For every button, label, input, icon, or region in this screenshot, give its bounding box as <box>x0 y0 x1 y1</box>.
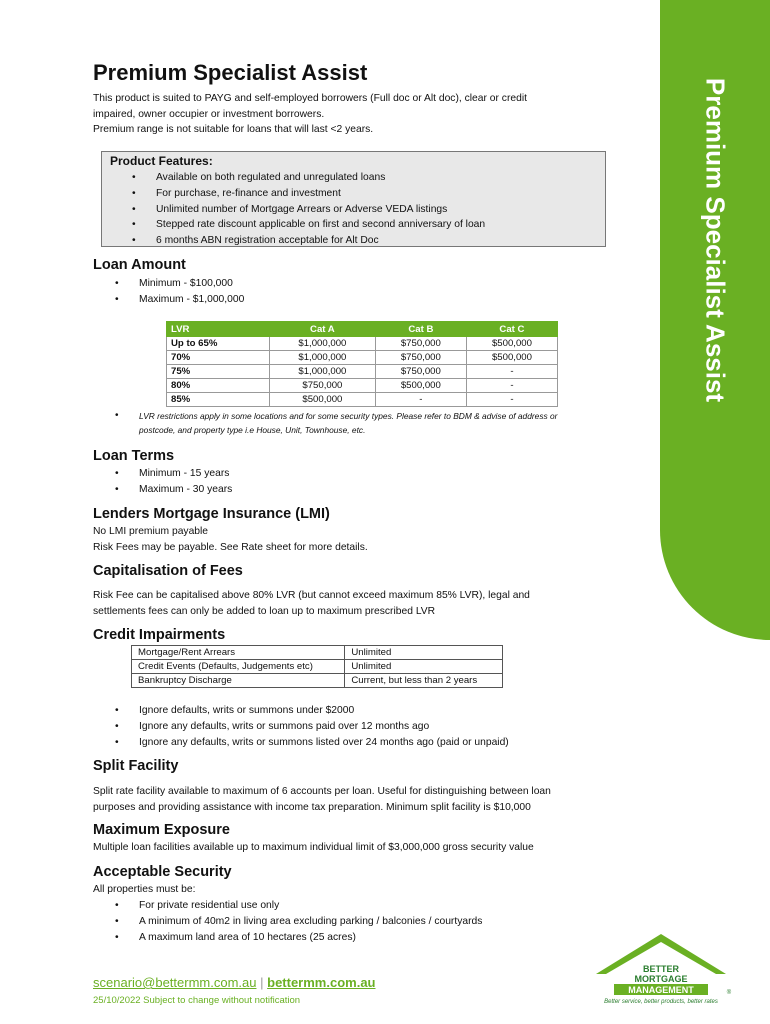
feature-item: • 6 months ABN registration acceptable for Alt Doc <box>156 233 597 249</box>
table-row <box>167 351 558 365</box>
lvr-table <box>166 321 558 407</box>
cat-b-header: Cat B <box>375 322 466 337</box>
lvr-note <box>139 409 619 437</box>
table-row <box>132 674 503 688</box>
table-row <box>132 646 503 660</box>
logo-reg: ® <box>726 990 732 996</box>
list-item: • A minimum of 40m2 in living area excluding parking / balconies / courtyards <box>139 914 482 930</box>
table-cell: $1,000,000 <box>269 365 375 379</box>
email-link[interactable]: scenario@bettermm.com.au <box>93 975 257 990</box>
loan-amount-list <box>139 276 244 308</box>
table-cell: Credit Events (Defaults, Judgements etc) <box>132 660 345 674</box>
text-line: Split rate facility available to maximum of 6 accounts per loan. Useful for distinguishing between loan <box>93 786 551 797</box>
feature-item: • Stepped rate discount applicable on first and second anniversary of loan <box>156 217 597 233</box>
company-logo <box>592 930 734 1006</box>
table-cell: $750,000 <box>375 337 466 351</box>
logo-line1: BETTER <box>643 964 679 974</box>
feature-item: • Unlimited number of Mortgage Arrears or Adverse VEDA listings <box>156 202 597 218</box>
table-cell: $500,000 <box>375 379 466 393</box>
credit-table <box>131 645 503 688</box>
cat-c-header: Cat C <box>466 322 557 337</box>
intro-line: impaired, owner occupier or investment borrowers. <box>93 108 325 120</box>
logo-line3: MANAGEMENT <box>628 985 694 995</box>
table-cell: - <box>466 365 557 379</box>
table-cell: Unlimited <box>345 660 503 674</box>
note-line: postcode, and property type i.e House, Unit, Townhouse, etc. <box>139 425 366 435</box>
capitalisation-text <box>93 588 530 619</box>
table-cell: 70% <box>167 351 270 365</box>
footer-date-note: 25/10/2022 Subject to change without notification <box>93 995 301 1006</box>
split-heading: Split Facility <box>93 758 179 774</box>
side-title: Premium Specialist Assist <box>700 77 731 403</box>
intro-line: This product is suited to PAYG and self-employed borrowers (Full doc or Alt doc), clear or credit <box>93 93 527 104</box>
table-cell: $500,000 <box>466 351 557 365</box>
table-cell: $750,000 <box>375 365 466 379</box>
logo-tagline: Better service, better products, better rates <box>604 999 718 1005</box>
table-cell: $750,000 <box>269 379 375 393</box>
feature-item: • For purchase, re-finance and investment <box>156 186 597 202</box>
list-item: • For private residential use only <box>139 898 482 914</box>
table-cell: 85% <box>167 393 270 407</box>
split-text <box>93 784 551 815</box>
logo-line2: MORTGAGE <box>634 974 688 984</box>
product-features-box <box>101 151 606 247</box>
security-heading: Acceptable Security <box>93 864 232 880</box>
table-row <box>167 337 558 351</box>
table-cell: $750,000 <box>375 351 466 365</box>
text-line: settlements fees can only be added to loan up to maximum prescribed LVR <box>93 605 436 617</box>
security-list <box>139 898 482 945</box>
exposure-heading: Maximum Exposure <box>93 822 230 838</box>
table-cell: - <box>375 393 466 407</box>
table-cell: $500,000 <box>466 337 557 351</box>
list-item: • Ignore any defaults, writs or summons paid over 12 months ago <box>139 719 509 735</box>
table-cell: Bankruptcy Discharge <box>132 674 345 688</box>
intro-line: Premium range is not suitable for loans that will last <2 years. <box>93 124 374 135</box>
table-row <box>167 393 558 407</box>
lmi-text <box>93 524 368 555</box>
table-cell: $1,000,000 <box>269 351 375 365</box>
text-line: purposes and providing assistance with income tax preparation. Minimum split facility is $10,000 <box>93 801 531 813</box>
table-cell: $1,000,000 <box>269 337 375 351</box>
list-item: • Ignore defaults, writs or summons under $2000 <box>139 703 509 719</box>
security-intro: All properties must be: <box>93 884 196 895</box>
table-cell: 75% <box>167 365 270 379</box>
list-item: • Maximum - 30 years <box>139 482 232 498</box>
list-item: • Maximum - $1,000,000 <box>139 292 244 308</box>
credit-heading: Credit Impairments <box>93 627 226 643</box>
text-line: No LMI premium payable <box>93 526 209 537</box>
table-cell: $500,000 <box>269 393 375 407</box>
loan-amount-heading: Loan Amount <box>93 257 186 273</box>
page-title: Premium Specialist Assist <box>93 60 368 85</box>
cat-a-header: Cat A <box>269 322 375 337</box>
lmi-heading: Lenders Mortgage Insurance (LMI) <box>93 506 330 522</box>
table-cell: - <box>466 379 557 393</box>
note-line: • LVR restrictions apply in some locations and for some security types. Please refer to BDM & advise of address or <box>139 411 558 421</box>
lvr-header: LVR <box>167 322 270 337</box>
exposure-text: Multiple loan facilities available up to maximum individual limit of $3,000,000 gross security value <box>93 842 534 853</box>
text-line: Risk Fees may be payable. See Rate sheet for more details. <box>93 541 368 553</box>
table-row <box>167 379 558 393</box>
footer-separator: | <box>260 975 264 990</box>
website-link[interactable]: bettermm.com.au <box>267 975 376 990</box>
table-cell: Current, but less than 2 years <box>345 674 503 688</box>
loan-terms-list <box>139 466 232 498</box>
loan-terms-heading: Loan Terms <box>93 448 175 464</box>
list-item: • Minimum - 15 years <box>139 466 232 482</box>
list-item: • A maximum land area of 10 hectares (25 acres) <box>139 930 482 946</box>
text-line: Risk Fee can be capitalised above 80% LVR (but cannot exceed maximum 85% LVR), legal and <box>93 590 530 601</box>
table-row <box>167 365 558 379</box>
list-item: • Minimum - $100,000 <box>139 276 244 292</box>
table-row <box>132 660 503 674</box>
list-item: • Ignore any defaults, writs or summons listed over 24 months ago (paid or unpaid) <box>139 735 509 751</box>
table-cell: Unlimited <box>345 646 503 660</box>
table-cell: 80% <box>167 379 270 393</box>
features-title: Product Features: <box>110 154 213 168</box>
feature-item: • Available on both regulated and unregulated loans <box>156 170 597 186</box>
table-cell: - <box>466 393 557 407</box>
table-cell: Mortgage/Rent Arrears <box>132 646 345 660</box>
capitalisation-heading: Capitalisation of Fees <box>93 563 243 579</box>
footer-links <box>93 975 376 990</box>
credit-list <box>139 703 509 750</box>
table-cell: Up to 65% <box>167 337 270 351</box>
